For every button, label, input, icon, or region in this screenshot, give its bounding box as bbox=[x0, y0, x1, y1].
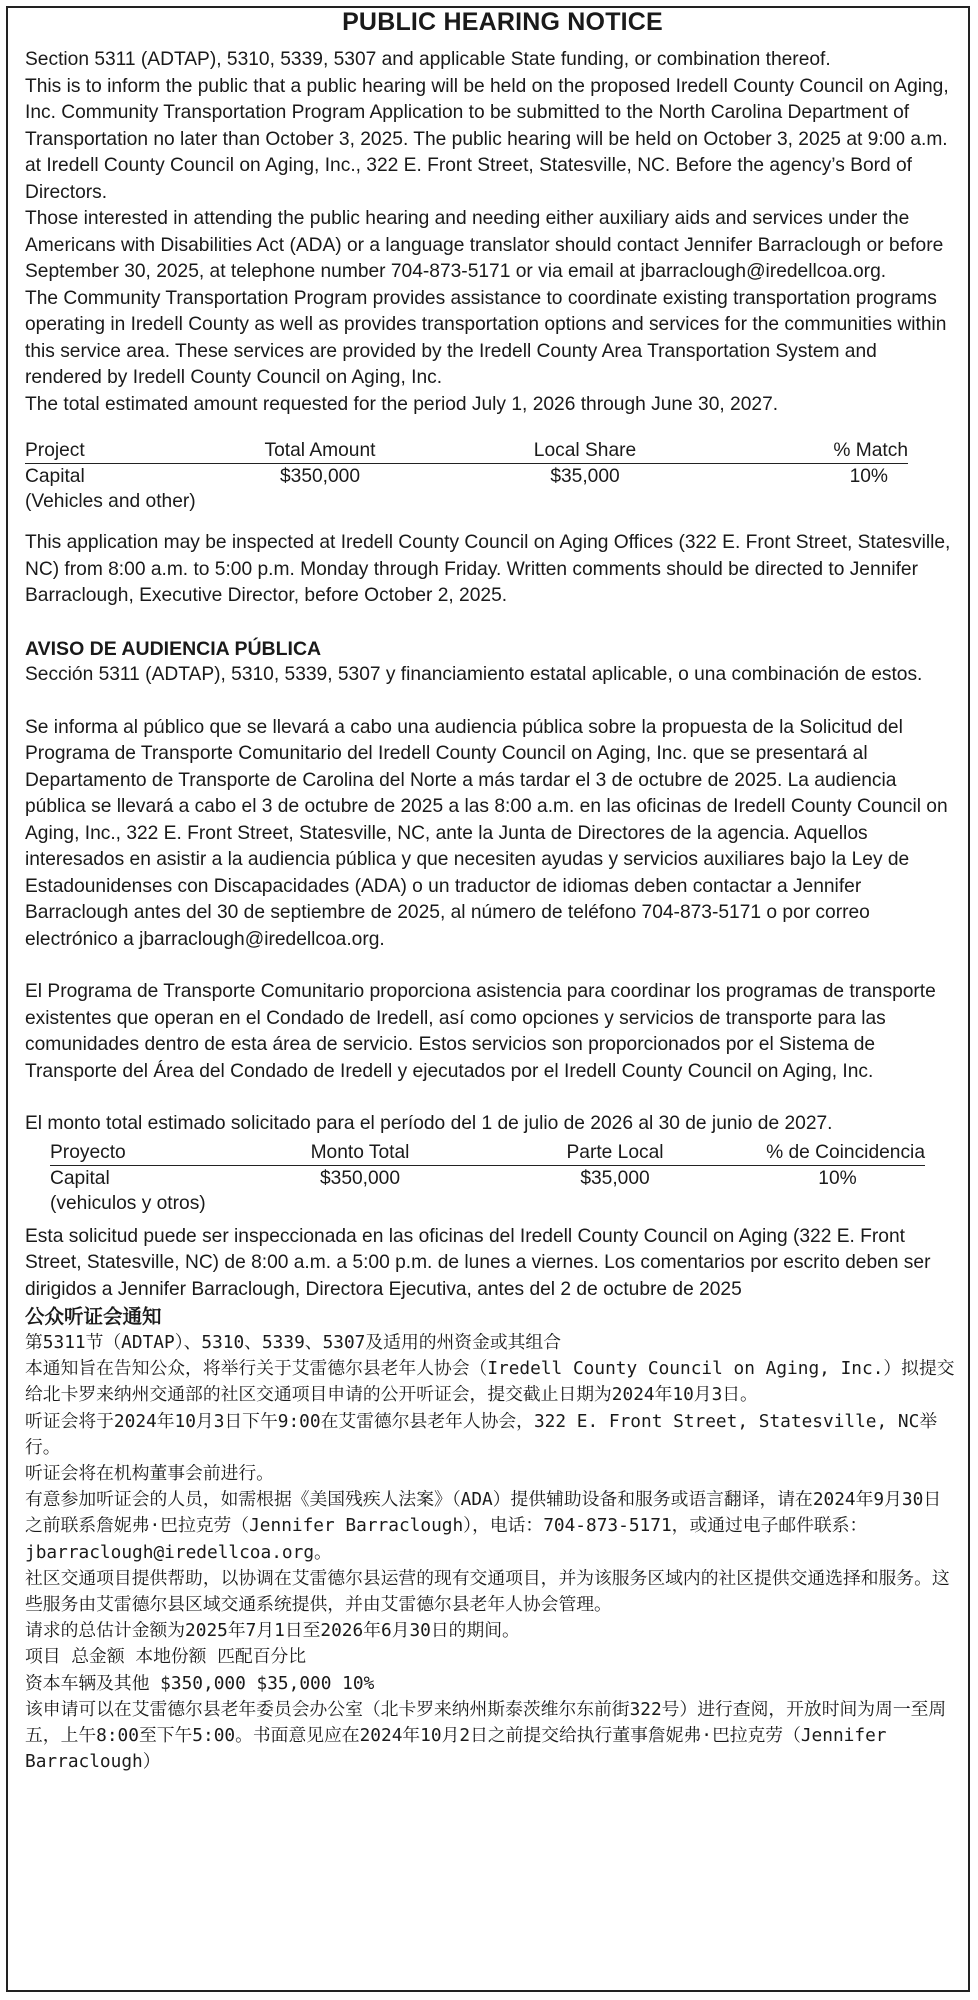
chinese-title: 公众听证会通知 bbox=[25, 1305, 162, 1328]
spanish-intro: Sección 5311 (ADTAP), 5310, 5339, 5307 y financiamiento estatal aplicable, o una combinación de estos. bbox=[25, 664, 923, 685]
table-cell-total: $350,000 bbox=[279, 466, 361, 487]
english-intro: Section 5311 (ADTAP), 5310, 5339, 5307 and applicable State funding, or combination thereof. bbox=[25, 49, 831, 70]
spanish-paragraph-inspection: Esta solicitud puede ser inspeccionada en las oficinas del Iredell County Council on Aging (322 E. Front Street, Statesville, NC) de 8:00 a.m. a 5:00 p.m. de lunes a viernes. Los comentarios por escrito deben ser dirigidos a Jennifer Barraclough, Directora Ejecutiva, antes del 2 de octubre de 2025 bbox=[25, 1225, 931, 1300]
english-paragraph-amount: The total estimated amount requested for the period July 1, 2026 through June 30, 2027. bbox=[25, 393, 779, 415]
table-header-local: Local Share bbox=[435, 438, 735, 464]
english-title: PUBLIC HEARING NOTICE bbox=[342, 8, 663, 36]
table-row bbox=[50, 1165, 925, 1191]
table-header-project: Proyecto bbox=[50, 1140, 240, 1166]
table-cell-local: $35,000 bbox=[550, 466, 620, 487]
table-header-match: % Match bbox=[735, 438, 908, 464]
chinese-line-hearing: 听证会将于2024年10月3日下午9:00在艾雷德尔县老年人协会，322 E. Front Street, Statesville, NC举行。 bbox=[25, 1410, 938, 1458]
chinese-line-table-row: 资本车辆及其他 $350,000 $35,000 10% bbox=[25, 1672, 375, 1694]
chinese-line-inspection: 该申请可以在艾雷德尔县老年委员会办公室（北卡罗来纳州斯泰茨维尔东前街322号）进行查阅，开放时间为周一至周五，上午8:00至下午5:00。书面意见应在2024年10月2日之前提交给执行董事詹妮弗·巴拉克劳（Jennifer Barraclough） bbox=[25, 1698, 947, 1773]
spanish-paragraph-program: El Programa de Transporte Comunitario proporciona asistencia para coordinar los programas de transporte existentes que operan en el Condado de Iredell, así como opciones y servicios de transporte para las comunidades dentro de esta área de servicio. Estos servicios son proporcionados por el Sistema de Transporte del Área del Condado de Iredell y ejecutados por el Iredell County Council on Aging, Inc. bbox=[25, 981, 936, 1082]
table-cell-match: 10% bbox=[849, 466, 888, 487]
notice-content bbox=[25, 8, 955, 1775]
chinese-body bbox=[25, 1330, 955, 1775]
english-paragraph-ada: Those interested in attending the public hearing and needing either auxiliary aids and services under the Americans with Disabilities Act (ADA) or a language translator should contact Jennifer Barraclough or before September 30, 2025, at telephone number 704-873-5171 or via email at jbarraclough@iredellcoa.org. bbox=[25, 208, 944, 282]
table-cell-local: $35,000 bbox=[580, 1167, 650, 1189]
table-header-total: Total Amount bbox=[205, 438, 435, 464]
spanish-paragraph-hearing: Se informa al público que se llevará a cabo una audiencia pública sobre la propuesta de la Solicitud del Programa de Transporte Comunitario del Iredell County Council on Aging, Inc. que se presentará al Departamento de Transporte de Carolina del Norte a más tardar el 3 de octubre de 2025. La audiencia pública se llevará a cabo el 3 de octubre de 2025 a las 8:00 a.m. en las oficinas de Iredell County Council on Aging, Inc., 322 E. Front Street, Statesville, NC, ante la Junta de Directores de la agencia. Aquellos interesados en asistir a la audiencia pública y que necesiten ayudas y servicios auxiliares bajo la Ley de Estadounidenses con Discapacidades (ADA) o un traductor de idiomas deben contactar a Jennifer Barraclough antes del 30 de septiembre de 2025, al número de teléfono 704-873-5171 o por correo electrónico a jbarraclough@iredellcoa.org. bbox=[25, 716, 948, 950]
table-cell-project: Capital bbox=[25, 466, 85, 487]
spanish-title: AVISO DE AUDIENCIA PÚBLICA bbox=[25, 637, 322, 660]
chinese-line-table-header: 项目 总金额 本地份额 匹配百分比 bbox=[25, 1646, 307, 1668]
spanish-funding-table bbox=[50, 1140, 925, 1216]
spanish-paragraph-amount: El monto total estimado solicitado para el período del 1 de julio de 2026 al 30 de junio de 2027. bbox=[25, 1113, 833, 1134]
chinese-line-notice: 本通知旨在告知公众，将举行关于艾雷德尔县老年人协会（Iredell County Council on Aging, Inc.）拟提交给北卡罗来纳州交通部的社区交通项目申请的公开听证会，提交截止日期为2024年10月3日。 bbox=[25, 1358, 955, 1406]
table-header-project: Project bbox=[25, 438, 205, 464]
table-note: (vehiculos y otros) bbox=[50, 1192, 206, 1214]
chinese-line-board: 听证会将在机构董事会前进行。 bbox=[25, 1463, 274, 1485]
chinese-line-amount: 请求的总估计金额为2025年7月1日至2026年6月30日的期间。 bbox=[25, 1620, 520, 1642]
table-cell-total: $350,000 bbox=[319, 1167, 401, 1189]
table-header-match: % de Coincidencia bbox=[750, 1140, 925, 1166]
english-paragraph-hearing: This is to inform the public that a public hearing will be held on the proposed Iredell County Council on Aging, Inc. Community Transportation Program Application to be submitted to the North Carolina Department of Transportation no later than October 3, 2025. The public hearing will be held on October 3, 2025 at 9:00 a.m. at Iredell County Council on Aging, Inc., 322 E. Front Street, Statesville, NC. Before the agency’s Bord of Directors. bbox=[25, 75, 949, 203]
english-paragraph-program: The Community Transportation Program provides assistance to coordinate existing transportation programs operating in Iredell County as well as provides transportation options and services for the communities within this service area. These services are provided by the Iredell County Area Transportation System and rendered by Iredell County Council on Aging, Inc. bbox=[25, 287, 947, 388]
chinese-line-ada: 有意参加听证会的人员，如需根据《美国残疾人法案》（ADA）提供辅助设备和服务或语言翻译，请在2024年9月30日之前联系詹妮弗·巴拉克劳（Jennifer Barraclough），电话：704-873-5171，或通过电子邮件联系：jbarraclough@iredellcoa.org。 bbox=[25, 1489, 942, 1563]
table-row bbox=[25, 464, 908, 490]
table-cell-match: 10% bbox=[818, 1167, 857, 1189]
chinese-line-program: 社区交通项目提供帮助，以协调在艾雷德尔县运营的现有交通项目，并为该服务区域内的社区提供交通选择和服务。这些服务由艾雷德尔县区域交通系统提供，并由艾雷德尔县老年人协会管理。 bbox=[25, 1567, 950, 1616]
english-paragraph-inspection: This application may be inspected at Iredell County Council on Aging Offices (322 E. Front Street, Statesville, NC) from 8:00 a.m. to 5:00 p.m. Monday through Friday. Written comments should be directed to Jennifer Barraclough, Executive Director, before October 2, 2025. bbox=[25, 532, 951, 606]
table-note: (Vehicles and other) bbox=[25, 491, 196, 512]
table-header-local: Parte Local bbox=[480, 1140, 750, 1166]
chinese-line-section: 第5311节（ADTAP）、5310、5339、5307及适用的州资金或其组合 bbox=[25, 1332, 561, 1353]
table-cell-project: Capital bbox=[50, 1167, 110, 1189]
table-header-total: Monto Total bbox=[240, 1140, 480, 1166]
english-funding-table bbox=[25, 438, 908, 514]
